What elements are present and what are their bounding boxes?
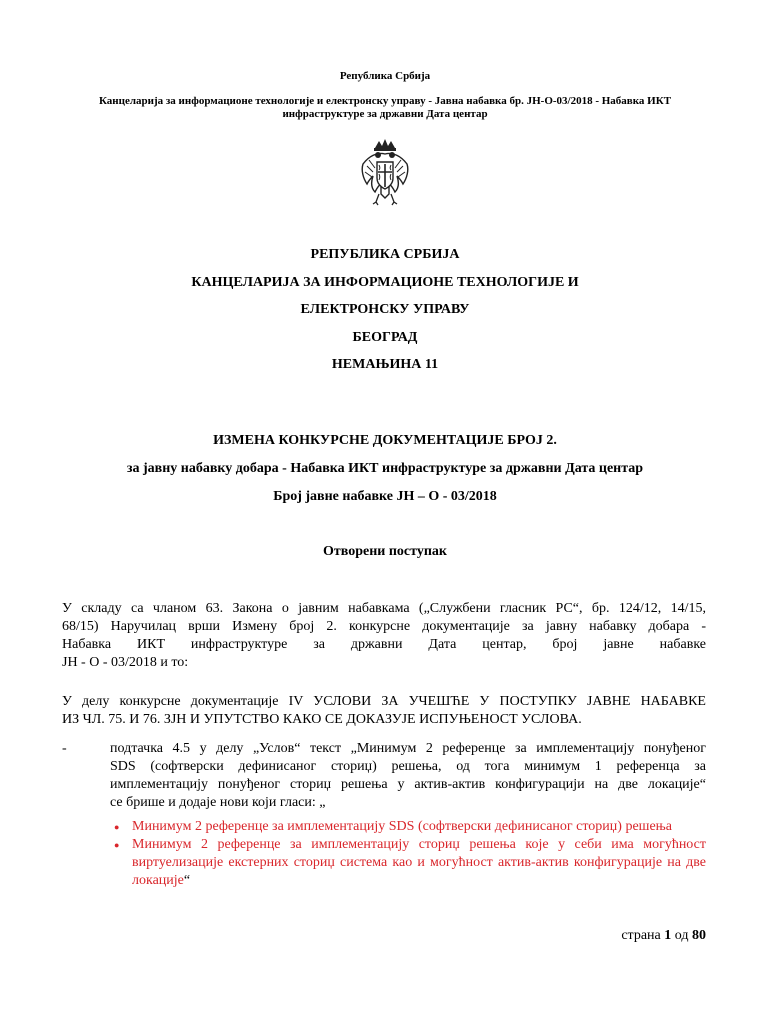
procurement-number: Број јавне набавке ЈН – О - 03/2018 — [273, 489, 497, 504]
requirement-text: Минимум 2 референце за имплементацију сториџ решења које у себи има могућност виртуелизације екстерних сториџ система као и могућност актив-актив конфигурације на две локације — [132, 837, 706, 888]
institution-name-line2: ЕЛЕКТРОНСКУ УПРАВУ — [300, 302, 470, 317]
new-requirements-list — [110, 818, 706, 890]
requirement-text: Минимум 2 референце за имплементацију SDS (софтверски дефинисаног сториџ) решења — [132, 819, 672, 834]
intro-line: У складу са чланом 63. Закона о јавним набавкама („Службени гласник РС“, бр. 124/12, 14/15, — [62, 601, 706, 616]
document-title: ИЗМЕНА КОНКУРСНЕ ДОКУМЕНТАЦИЈЕ БРОЈ 2. — [213, 433, 557, 448]
page-label: страна — [621, 928, 661, 943]
header-country: Република Србија — [339, 70, 431, 82]
section-line: ИЗ ЧЛ. 75. И 76. ЗЈН И УПУТСТВО КАКО СЕ ДОКАЗУЈЕ ИСПУЊЕНОСТ УСЛОВА. — [62, 712, 582, 727]
amendment-line: SDS (софтверски дефинисаног сториџ) решења, од тога минимум 1 референца за — [110, 759, 706, 774]
closing-quote: “ — [183, 873, 191, 888]
serbian-coat-of-arms-icon — [355, 138, 415, 206]
page-of-label: од — [674, 928, 689, 943]
list-item — [110, 818, 706, 836]
dash-marker: - — [62, 741, 67, 756]
institution-address: НЕМАЊИНА 11 — [331, 357, 439, 372]
intro-paragraph — [62, 600, 706, 672]
total-pages: 80 — [692, 928, 706, 943]
amendment-line: имплементацију понуђеног сториџ решења у актив-актив конфигурацији на две локације“ — [110, 777, 706, 792]
institution-name-line1: КАНЦЕЛАРИЈА ЗА ИНФОРМАЦИОНЕ ТЕХНОЛОГИЈЕ И — [191, 275, 579, 290]
amendment-line: се брише и додаје нови који гласи: „ — [110, 795, 326, 810]
intro-line: 68/15) Наручилац врши Измену број 2. конкурсне документације за јавну набавку добара - — [62, 619, 706, 634]
section-line: У делу конкурсне документације IV УСЛОВИ ЗА УЧЕШЋЕ У ПОСТУПКУ ЈАВНЕ НАБАВКЕ — [62, 694, 706, 709]
amendment-text — [110, 740, 706, 812]
amendment-line: подтачка 4.5 у делу „Услов“ текст „Минимум 2 референце за имплементацију понуђеног — [110, 741, 706, 756]
current-page: 1 — [664, 928, 672, 943]
institution-city: БЕОГРАД — [352, 330, 418, 345]
institution-country: РЕПУБЛИКА СРБИЈА — [310, 247, 460, 262]
list-item — [110, 836, 706, 890]
amendment-item — [62, 740, 706, 820]
section-reference-paragraph — [62, 693, 706, 729]
document-subtitle: за јавну набавку добара - Набавка ИКТ инфраструктуре за државни Дата центар — [126, 461, 644, 476]
intro-line: ЈН - О - 03/2018 и то: — [62, 655, 189, 670]
intro-line: Набавка ИКТ инфраструктуре за државни Дата центар, број јавне набавке — [62, 637, 706, 652]
page-number — [621, 928, 706, 944]
header-procurement-line: Канцеларија за информационе технологије и електронску управу - Јавна набавка бр. ЈН-О-03/2018 - Набавка ИКТ инфраструктуре за државни Дата центар — [98, 95, 672, 120]
procedure-type: Отворени поступак — [323, 544, 447, 559]
